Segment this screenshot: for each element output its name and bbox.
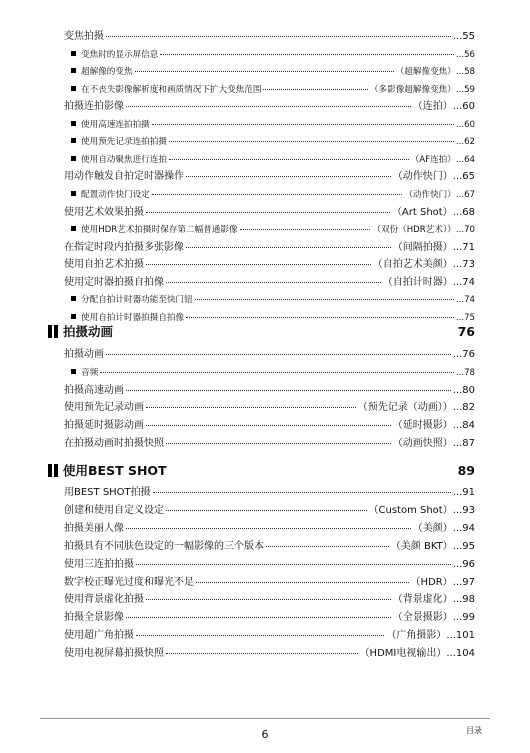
- toc-entry[interactable]: [64, 576, 475, 590]
- dot-leader: [126, 390, 451, 391]
- toc-entry-note: （预先记录（动画））: [357, 402, 453, 414]
- dot-leader-end: ...: [452, 101, 463, 113]
- dot-leader: [196, 582, 409, 583]
- toc-subentry[interactable]: [71, 366, 475, 380]
- square-bullet-icon: [71, 138, 76, 143]
- toc-entry-title: 分配自拍计时器功能至快门钮: [81, 295, 193, 306]
- toc-subentry[interactable]: [71, 135, 475, 149]
- toc-entry[interactable]: [64, 419, 475, 433]
- toc-entry-title: 使用电视屏幕拍摄快照: [64, 648, 164, 660]
- dot-leader: [146, 425, 391, 426]
- toc-entry[interactable]: [64, 504, 475, 518]
- toc-entry-note: （连拍）: [412, 101, 453, 113]
- toc-entry-page: 95: [462, 540, 475, 552]
- dot-leader: [186, 247, 391, 248]
- dot-leader-end: ...: [455, 367, 465, 378]
- toc-entry-title: 使用自拍艺术拍摄: [64, 259, 144, 271]
- toc-entry-page: 97: [462, 576, 475, 588]
- toc-entry-note: （动作快门）: [392, 171, 453, 183]
- toc-entry[interactable]: [64, 593, 475, 607]
- toc-entry-page: 84: [462, 420, 475, 432]
- toc-entry-title: 配置动作快门设定: [81, 189, 150, 200]
- toc-entry-title: 拍摄全景影像: [64, 612, 124, 624]
- dot-leader-end: ...: [452, 31, 463, 42]
- dot-leader-end: ...: [455, 84, 465, 95]
- dot-leader-end: ...: [452, 402, 463, 414]
- toc-entry-note: （超解像变焦）: [395, 67, 456, 78]
- toc-entry-page: 99: [462, 612, 475, 624]
- section-header-movie: [48, 322, 475, 340]
- dot-leader: [166, 443, 391, 444]
- square-bullet-icon: [71, 296, 76, 301]
- dot-leader-end: ...: [455, 49, 465, 60]
- toc-entry-title: 使用三连拍拍摄: [64, 558, 134, 570]
- toc-entry[interactable]: [64, 629, 475, 643]
- toc-entry[interactable]: [64, 276, 475, 290]
- dot-leader: [169, 159, 409, 160]
- toc-entry-page: 70: [464, 225, 475, 236]
- toc-entry-page: 82: [462, 402, 475, 414]
- toc-subentry[interactable]: [71, 223, 475, 237]
- toc-subentry[interactable]: [71, 188, 475, 202]
- toc-entry-note: （双份（HDR艺术））: [372, 225, 456, 236]
- toc-entry-title: 使用预先记录动画: [64, 402, 144, 414]
- toc-entry-note: （间隔拍摄）: [392, 241, 453, 253]
- toc-entry-title: 使用HDR艺术拍摄时保存第二幅普通影像: [81, 225, 238, 236]
- dot-leader-end: ...: [455, 189, 465, 200]
- toc-entry-page: 67: [464, 189, 475, 200]
- toc-entry-title: 音频: [81, 367, 99, 378]
- dot-leader: [186, 317, 454, 318]
- toc-entry-title: 变焦时的显示屏信息: [81, 49, 159, 60]
- dot-leader: [136, 564, 451, 565]
- square-bullet-icon: [71, 314, 76, 319]
- dot-leader-end: ...: [455, 154, 465, 165]
- toc-entry-page: 74: [462, 276, 475, 288]
- toc-entry[interactable]: [64, 348, 475, 362]
- toc-entry-note: （自拍艺术美颜）: [372, 259, 453, 271]
- toc-entry-page: 56: [464, 49, 475, 60]
- toc-entry[interactable]: [64, 170, 475, 184]
- toc-entry-note: （背景虚化）: [392, 594, 453, 606]
- toc-entry-note: （美颜）: [412, 522, 453, 534]
- toc-entry-note: （动画快照）: [392, 438, 453, 449]
- toc-entry-page: 78: [464, 367, 475, 378]
- dot-leader: [186, 176, 391, 177]
- dot-leader: [160, 54, 454, 55]
- toc-entry-title: 使用艺术效果拍摄: [64, 206, 144, 218]
- toc-entry-title: 用BEST SHOT拍摄: [64, 487, 151, 498]
- toc-entry-note: （AF连拍）: [410, 154, 456, 165]
- toc-entry-page: 91: [462, 487, 475, 498]
- footer-divider: [40, 718, 490, 719]
- section-title: 拍摄动画: [63, 324, 114, 339]
- dot-leader: [146, 407, 356, 408]
- toc-subentry[interactable]: [71, 153, 475, 167]
- dot-leader: [126, 106, 411, 107]
- toc-entry-page: 94: [462, 522, 475, 534]
- toc-entry-note: （动作快门）: [404, 189, 456, 200]
- square-bullet-icon: [71, 86, 76, 91]
- toc-entry-page: 74: [464, 295, 475, 306]
- square-bullet-icon: [71, 156, 76, 161]
- toc-entry[interactable]: [64, 558, 475, 572]
- toc-entry-page: 62: [464, 137, 475, 148]
- dot-leader: [152, 124, 454, 125]
- square-bullet-icon: [71, 226, 76, 231]
- toc-entry-note: （Custom Shot）: [368, 504, 453, 516]
- toc-entry-page: 104: [455, 648, 475, 660]
- footer-page-number: 6: [261, 728, 269, 741]
- dot-leader-end: ...: [452, 171, 463, 183]
- toc-subentry[interactable]: [71, 83, 475, 97]
- toc-entry-page: 65: [462, 171, 475, 183]
- toc-entry-page: 59: [464, 84, 475, 95]
- dot-leader: [263, 89, 367, 90]
- toc-entry-page: 96: [462, 558, 475, 570]
- dot-leader-end: ...: [455, 295, 465, 306]
- dot-leader-end: ...: [455, 312, 465, 323]
- dot-leader-end: ...: [452, 540, 463, 552]
- toc-entry[interactable]: [64, 384, 475, 398]
- dot-leader-end: ...: [452, 241, 463, 253]
- toc-entry-title: 超解像的变焦: [81, 67, 133, 78]
- section-page-number: 89: [457, 462, 475, 478]
- toc-entry-title: 拍摄高速动画: [64, 384, 124, 396]
- dot-leader: [266, 546, 389, 547]
- toc-entry-title: 拍摄动画: [64, 349, 104, 360]
- toc-entry-title: 使用定时器拍摄自拍像: [64, 276, 164, 288]
- dot-leader-end: ...: [452, 438, 463, 449]
- toc-entry-note: （HDR）: [410, 576, 453, 588]
- dot-leader-end: ...: [446, 630, 456, 642]
- toc-subentry[interactable]: [71, 293, 475, 307]
- square-bullet-icon: [71, 369, 76, 374]
- section-header-bestshot: [48, 461, 475, 479]
- toc-entry-title: 拍摄连拍影像: [64, 101, 124, 113]
- toc-entry-title: 在指定时段内拍摄多张影像: [64, 241, 184, 253]
- toc-entry-note: （延时摄影）: [392, 420, 453, 432]
- dot-leader: [195, 299, 454, 300]
- square-bullet-icon: [71, 191, 76, 196]
- square-bullet-icon: [71, 51, 76, 56]
- dot-leader-end: ...: [452, 206, 463, 218]
- toc-entry-title: 使用自动聚焦进行连拍: [81, 154, 167, 165]
- dot-leader: [126, 528, 411, 529]
- toc-entry-page: 58: [464, 67, 475, 78]
- dot-leader-end: ...: [452, 276, 463, 288]
- square-bullet-icon: [71, 121, 76, 126]
- section-marker-icon: [48, 325, 58, 338]
- dot-leader-end: ...: [452, 612, 463, 624]
- toc-entry-page: 80: [462, 384, 475, 396]
- toc-entry-page: 68: [462, 206, 475, 218]
- dot-leader-end: ...: [446, 648, 456, 660]
- toc-subentry[interactable]: [71, 48, 475, 62]
- dot-leader-end: ...: [452, 522, 463, 534]
- dot-leader-end: ...: [455, 137, 465, 148]
- toc-entry-page: 93: [462, 504, 475, 516]
- dot-leader-end: ...: [452, 349, 463, 360]
- toc-entry[interactable]: [64, 437, 475, 451]
- dot-leader: [100, 372, 454, 373]
- footer-toc-label: 目录: [466, 726, 482, 735]
- toc-entry-title: 在不丧失影像解析度和画质情况下扩大变焦范围: [81, 84, 262, 95]
- toc-entry-page: 98: [462, 594, 475, 606]
- toc-entry-page: 71: [462, 241, 475, 253]
- dot-leader: [126, 617, 391, 618]
- toc-entry-page: 64: [464, 154, 475, 165]
- toc-entry-title: 创建和使用自定义设定: [64, 504, 164, 516]
- toc-entry-page: 55: [462, 31, 475, 42]
- toc-entry-note: （广角摄影）: [386, 630, 447, 642]
- dot-leader-end: ...: [452, 487, 463, 498]
- toc-entry-title: 使用预先记录连拍拍摄: [81, 137, 167, 148]
- toc-entry-note: （自拍计时器）: [382, 276, 453, 288]
- toc-entry-page: 75: [464, 312, 475, 323]
- dot-leader: [166, 510, 367, 511]
- toc-entry-title: 变焦拍摄: [64, 31, 104, 42]
- dot-leader-end: ...: [452, 576, 463, 588]
- toc-entry-title: 使用背景虚化拍摄: [64, 594, 144, 606]
- toc-entry[interactable]: [64, 241, 475, 255]
- toc-entry-title: 拍摄延时摄影动画: [64, 420, 144, 432]
- toc-entry-title: 使用超广角拍摄: [64, 630, 134, 642]
- toc-entry[interactable]: [64, 540, 475, 554]
- toc-entry-page: 76: [462, 349, 475, 360]
- section-title: 使用BEST SHOT: [63, 463, 167, 478]
- dot-leader: [146, 264, 371, 265]
- toc-entry-note: （多影像超解像变焦）: [369, 84, 456, 95]
- toc-entry-title: 拍摄具有不同肤色设定的一幅影像的三个版本: [64, 540, 264, 552]
- toc-entry-title: 数字校正曝光过度和曝光不足: [64, 576, 194, 588]
- toc-entry[interactable]: [64, 401, 475, 415]
- dot-leader: [106, 354, 451, 355]
- dot-leader: [153, 492, 451, 493]
- dot-leader-end: ...: [455, 119, 465, 130]
- toc-entry-title: 用动作触发自拍定时器操作: [64, 171, 184, 183]
- toc-entry[interactable]: [64, 30, 475, 44]
- dot-leader-end: ...: [455, 67, 465, 78]
- square-bullet-icon: [71, 68, 76, 73]
- toc-entry-title: 使用高速连拍拍摄: [81, 119, 150, 130]
- toc-entry[interactable]: [64, 647, 475, 661]
- toc-entry-title: 拍摄美丽人像: [64, 522, 124, 534]
- dot-leader: [152, 194, 403, 195]
- dot-leader-end: ...: [452, 420, 463, 432]
- toc-entry-page: 73: [462, 259, 475, 271]
- toc-entry[interactable]: [64, 258, 475, 272]
- toc-entry-note: （HDMI电视输出）: [359, 648, 447, 660]
- toc-entry-page: 87: [462, 438, 475, 449]
- toc-entry-page: 60: [462, 101, 475, 113]
- toc-entry-page: 101: [455, 630, 475, 642]
- dot-leader: [166, 653, 358, 654]
- toc-entry[interactable]: [64, 611, 475, 625]
- dot-leader-end: ...: [452, 384, 463, 396]
- toc-entry-page: 60: [464, 119, 475, 130]
- toc-entry-title: 使用自拍计时器拍摄自拍像: [81, 312, 185, 323]
- section-marker-icon: [48, 464, 58, 477]
- toc-entry[interactable]: [64, 522, 475, 536]
- dot-leader-end: ...: [452, 558, 463, 570]
- toc-entry-note: （Art Shot）: [391, 206, 453, 218]
- toc-entry-note: （美颜 BKT）: [390, 540, 453, 552]
- toc-subentry[interactable]: [71, 65, 475, 79]
- section-page-number: 76: [457, 323, 475, 339]
- toc-entry[interactable]: [64, 206, 475, 220]
- toc-entry[interactable]: [64, 486, 475, 500]
- toc-entry[interactable]: [64, 100, 475, 114]
- dot-leader: [166, 282, 381, 283]
- dot-leader: [135, 71, 394, 72]
- dot-leader: [146, 599, 391, 600]
- toc-subentry[interactable]: [71, 118, 475, 132]
- dot-leader: [169, 141, 454, 142]
- dot-leader: [146, 212, 390, 213]
- toc-entry-note: （全景摄影）: [392, 612, 453, 624]
- dot-leader-end: ...: [455, 225, 465, 236]
- dot-leader: [106, 36, 451, 37]
- dot-leader: [136, 635, 384, 636]
- dot-leader-end: ...: [452, 504, 463, 516]
- toc-entry-title: 在拍摄动画时拍摄快照: [64, 438, 164, 449]
- dot-leader-end: ...: [452, 259, 463, 271]
- dot-leader-end: ...: [452, 594, 463, 606]
- dot-leader: [240, 229, 371, 230]
